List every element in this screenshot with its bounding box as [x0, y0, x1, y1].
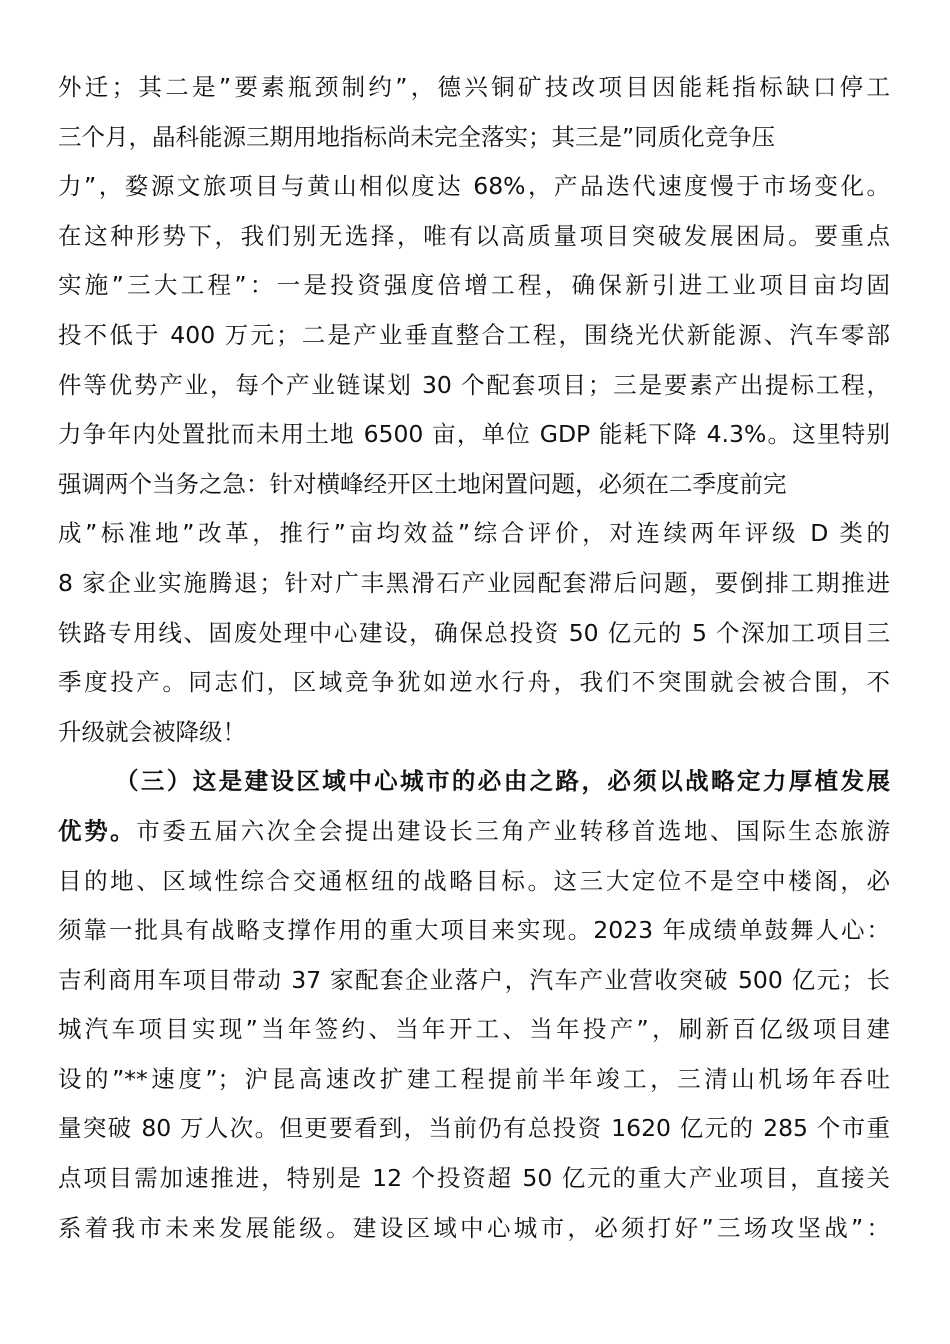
- text-line: 设的”**速度”；沪昆高速改扩建工程提前半年竣工，三清山机场年吞吐: [58, 1064, 890, 1093]
- text-line: 铁路专用线、固废处理中心建设，确保总投资 50 亿元的 5 个深加工项目三: [58, 618, 890, 647]
- text-line: 实施”三大工程”：一是投资强度倍增工程，确保新引进工业项目亩均固: [58, 271, 890, 300]
- text-line: 三个月，晶科能源三期用地指标尚未完全落实；其三是”同质化竞争压: [58, 122, 776, 151]
- text-line: 目的地、区域性综合交通枢纽的战略目标。这三大定位不是空中楼阁，必: [58, 866, 890, 895]
- body-text: [58, 63, 890, 1253]
- text-line: 量突破 80 万人次。但更要看到，当前仍有总投资 1620 亿元的 285 个市重: [58, 1114, 890, 1143]
- text-line: 城汽车项目实现”当年签约、当年开工、当年投产”，刷新百亿级项目建: [58, 1015, 890, 1044]
- text-line: 8 家企业实施腾退；针对广丰黑滑石产业园配套滞后问题，要倒排工期推进: [58, 568, 890, 597]
- section-heading-line-2: [58, 807, 890, 857]
- text-line: 在这种形势下，我们别无选择，唯有以高质量项目突破发展困局。要重点: [58, 221, 890, 250]
- text-line: 强调两个当务之急：针对横峰经开区土地闲置问题，必须在二季度前完: [58, 469, 787, 498]
- text-line: 投不低于 400 万元；二是产业垂直整合工程，围绕光伏新能源、汽车零部: [58, 320, 890, 349]
- paragraph-continuation: [58, 63, 890, 757]
- text-line: 点项目需加速推进，特别是 12 个投资超 50 亿元的重大产业项目，直接关: [58, 1164, 890, 1193]
- section-body-start: 市委五届六次全会提出建设长三角产业转移首选地、国际生态旅游: [136, 816, 890, 845]
- text-line: 系着我市未来发展能级。建设区域中心城市，必须打好”三场攻坚战”：: [58, 1213, 890, 1242]
- text-line: 件等优势产业，每个产业链谋划 30 个配套项目；三是要素产出提标工程，: [58, 370, 890, 399]
- section-heading-line-1: [58, 757, 890, 807]
- section-heading: （三）这是建设区域中心城市的必由之路，必须以战略定力厚植发展: [115, 767, 890, 796]
- text-line: 成”标准地”改革，推行”亩均效益”综合评价，对连续两年评级 D 类的: [58, 519, 890, 548]
- section-paragraph: [58, 857, 890, 1254]
- text-line: 外迁；其二是”要素瓶颈制约”，德兴铜矿技改项目因能耗指标缺口停工: [58, 73, 890, 101]
- text-line: 吉利商用车项目带动 37 家配套企业落户，汽车产业营收突破 500 亿元；长: [58, 965, 890, 994]
- text-line: 须靠一批具有战略支撑作用的重大项目来实现。2023 年成绩单鼓舞人心：: [58, 916, 890, 945]
- text-line: 力争年内处置批而未用土地 6500 亩，单位 GDP 能耗下降 4.3%。这里特别: [58, 420, 890, 449]
- section-heading-end: 优势。: [58, 816, 137, 845]
- text-line: 升级就会被降级！: [58, 717, 246, 746]
- text-line: 力”，婺源文旅项目与黄山相似度达 68%，产品迭代速度慢于市场变化。: [58, 172, 890, 201]
- text-line: 季度投产。同志们，区域竞争犹如逆水行舟，我们不突围就会被合围，不: [58, 668, 890, 697]
